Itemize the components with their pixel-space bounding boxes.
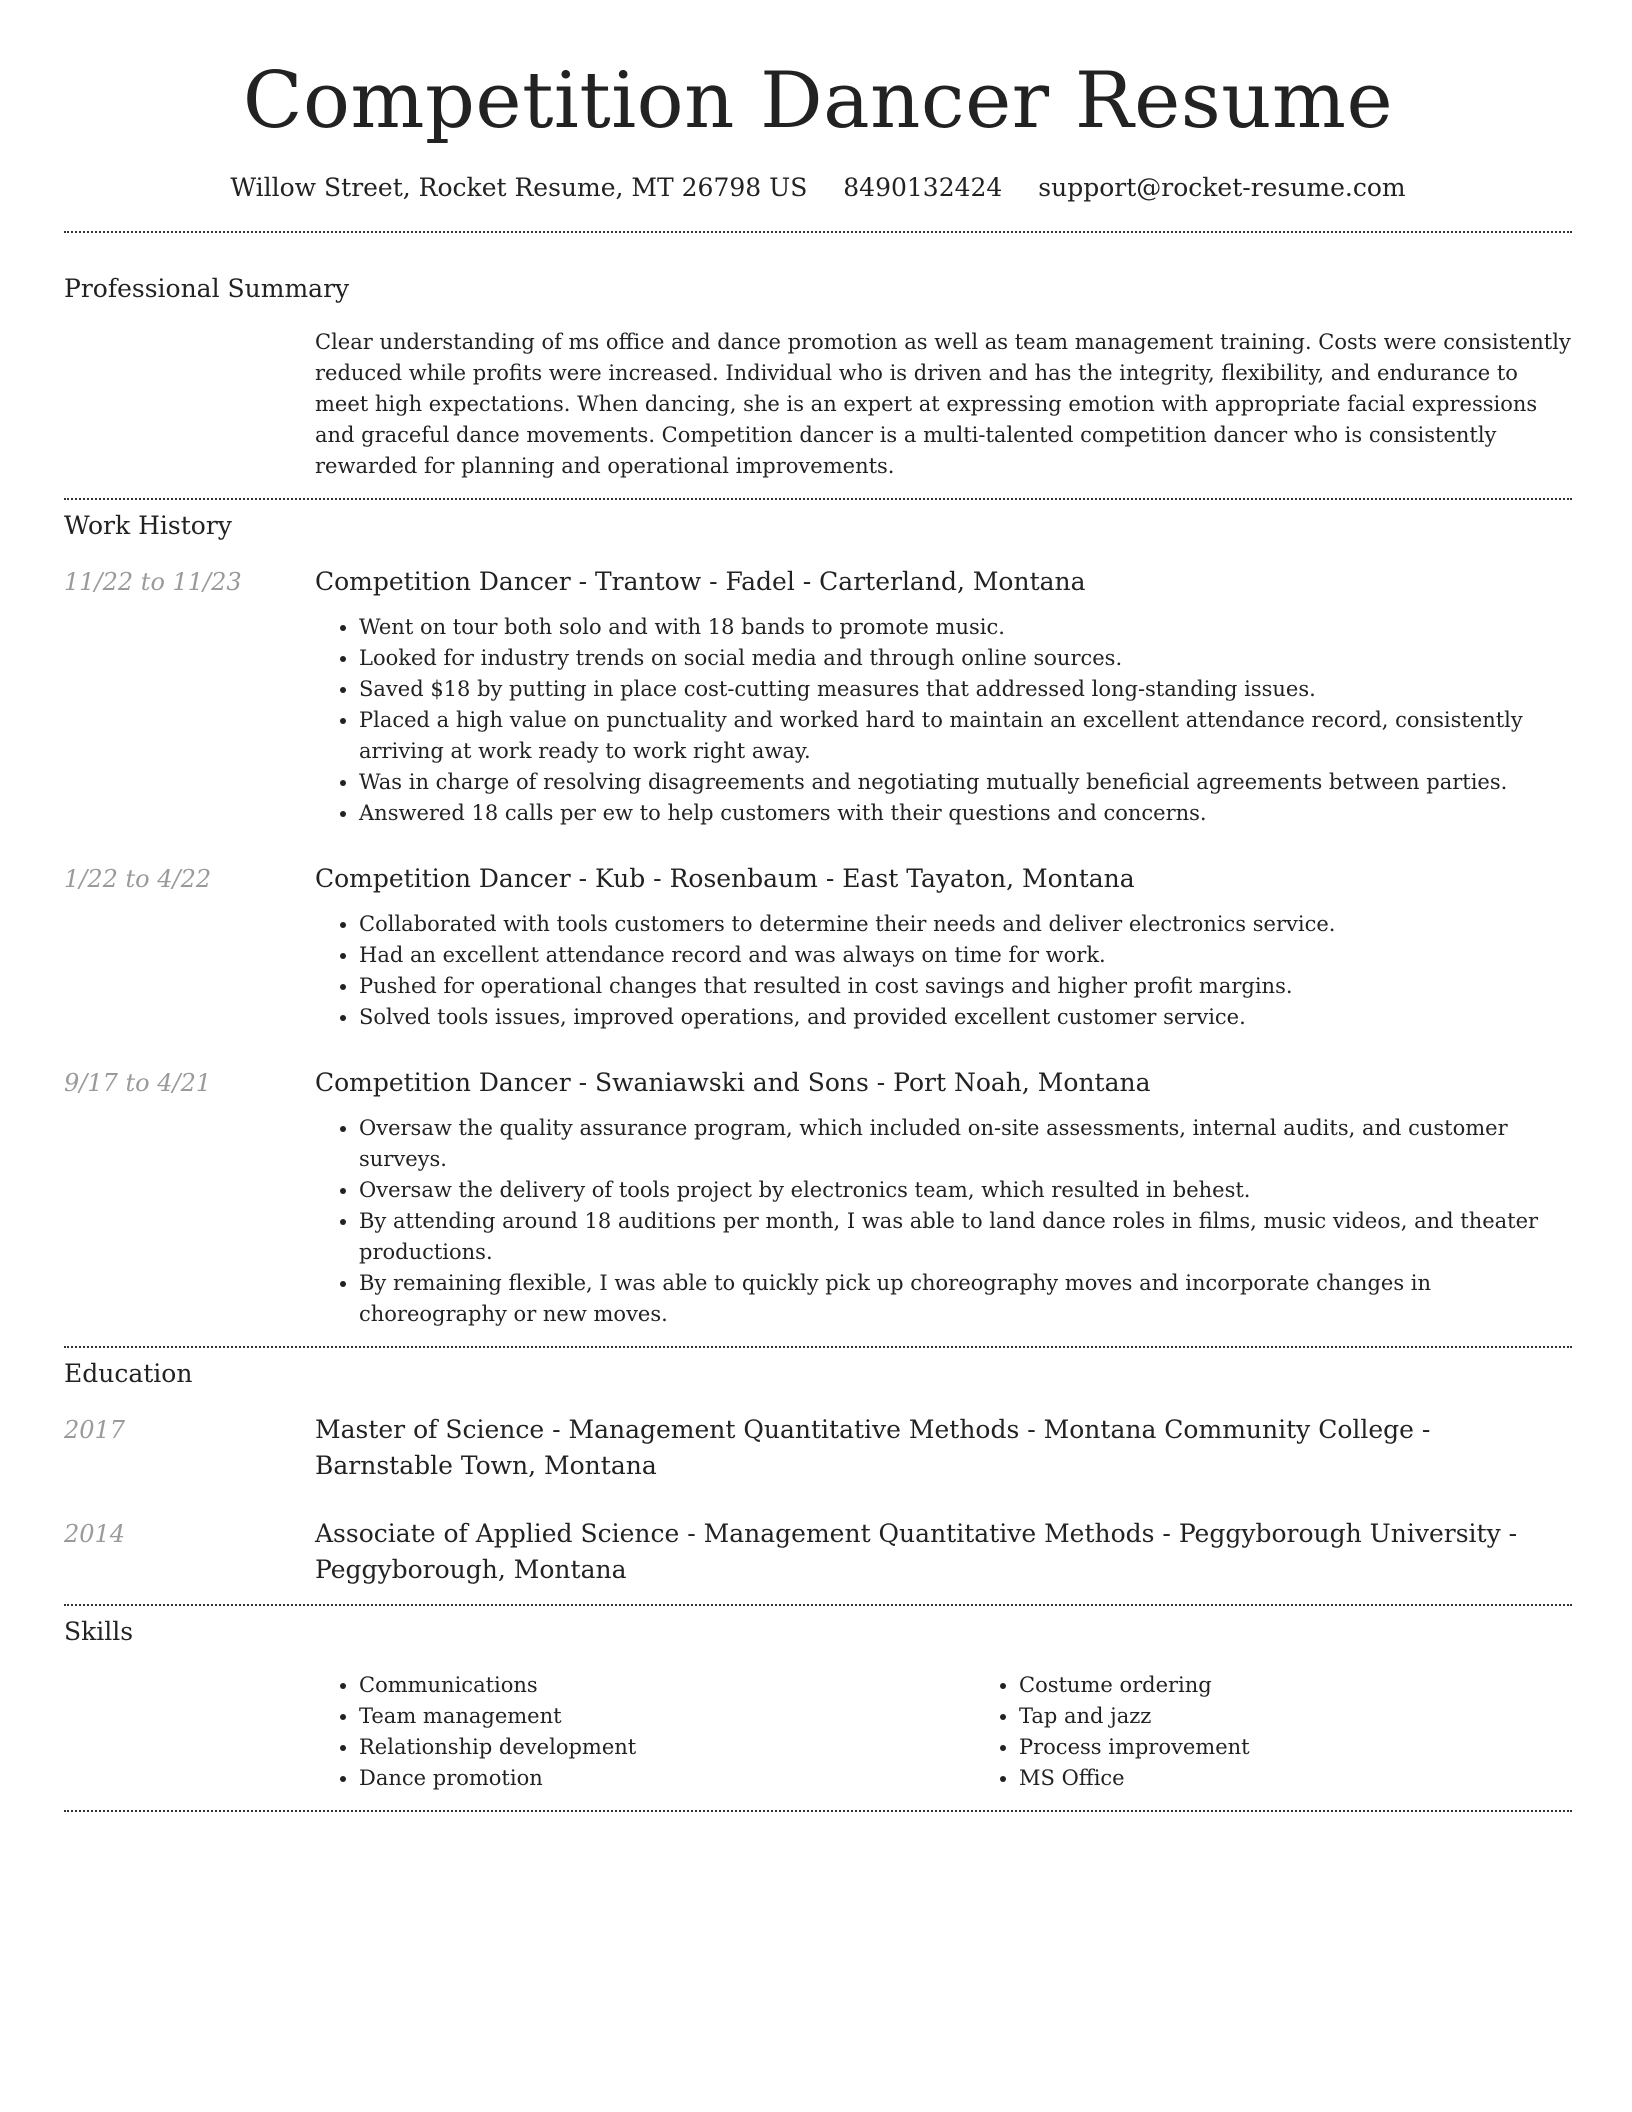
job-entry: [64, 861, 1572, 1033]
job-title: Competition Dancer - Swaniawski and Sons - Port Noah, Montana: [315, 1068, 1151, 1097]
job-bullets: [315, 1113, 1572, 1330]
resume-title: Competition Dancer Resume: [242, 56, 1394, 146]
list-item: • By remaining flexible, I was able to quickly pick up choreography moves and incorporate changes in choreography or new moves.: [359, 1268, 1572, 1330]
list-item: • Tap and jazz: [1019, 1701, 1632, 1732]
job-dates: 1/22 to 4/22: [64, 865, 212, 893]
list-item: • Communications: [359, 1670, 975, 1701]
divider: [64, 1810, 1572, 1812]
job-bullets: [315, 909, 1572, 1033]
list-item: • Oversaw the quality assurance program, which included on-site assessments, internal audits, and customer surveys.: [359, 1113, 1572, 1175]
contact-address: Willow Street, Rocket Resume, MT 26798 US: [230, 173, 808, 202]
resume-page: [64, 0, 1572, 1812]
summary-section: [64, 273, 1572, 482]
education-year: 2014: [64, 1520, 126, 1548]
education-heading: Education: [64, 1359, 193, 1388]
education-section: [64, 1358, 1572, 1588]
divider: [64, 231, 1572, 233]
list-item: • By attending around 18 auditions per month, I was able to land dance roles in films, music videos, and theater productions.: [359, 1206, 1572, 1268]
job-title: Competition Dancer - Kub - Rosenbaum - East Tayaton, Montana: [315, 864, 1135, 893]
list-item: • Oversaw the delivery of tools project by electronics team, which resulted in behest.: [359, 1175, 1572, 1206]
education-degree: Master of Science - Management Quantitative Methods - Montana Community College - Barnstable Town, Montana: [315, 1415, 1431, 1480]
skills-list-right: [975, 1670, 1632, 1794]
work-heading: Work History: [64, 511, 232, 540]
education-year: 2017: [64, 1416, 126, 1444]
divider: [64, 1346, 1572, 1348]
job-dates: 9/17 to 4/21: [64, 1069, 212, 1097]
education-degree: Associate of Applied Science - Management Quantitative Methods - Peggyborough University - Peggyborough, Montana: [315, 1519, 1518, 1584]
list-item: • Dance promotion: [359, 1763, 975, 1794]
list-item: • Pushed for operational changes that resulted in cost savings and higher profit margins.: [359, 971, 1572, 1002]
list-item: • Process improvement: [1019, 1732, 1632, 1763]
job-title: Competition Dancer - Trantow - Fadel - Carterland, Montana: [315, 567, 1086, 596]
list-item: • Had an excellent attendance record and was always on time for work.: [359, 940, 1572, 971]
contact-email: support@rocket-resume.com: [1038, 173, 1406, 202]
divider: [64, 498, 1572, 500]
contact-line: [64, 172, 1572, 204]
contact-phone: 8490132424: [843, 173, 1003, 202]
list-item: • Looked for industry trends on social media and through online sources.: [359, 643, 1572, 674]
list-item: • Went on tour both solo and with 18 bands to promote music.: [359, 612, 1572, 643]
work-section: [64, 510, 1572, 1330]
job-entry: [64, 564, 1572, 829]
list-item: • Relationship development: [359, 1732, 975, 1763]
job-bullets: [315, 612, 1572, 829]
list-item: • Costume ordering: [1019, 1670, 1632, 1701]
job-dates: 11/22 to 11/23: [64, 568, 242, 596]
job-entry: [64, 1065, 1572, 1330]
skills-heading: Skills: [64, 1617, 134, 1646]
list-item: • Placed a high value on punctuality and worked hard to maintain an excellent attendance record, consistently arriving at work ready to work right away.: [359, 705, 1572, 767]
list-item: • Solved tools issues, improved operations, and provided excellent customer service.: [359, 1002, 1572, 1033]
education-entry: [64, 1516, 1572, 1588]
list-item: • Was in charge of resolving disagreements and negotiating mutually beneficial agreements between parties.: [359, 767, 1572, 798]
skills-list-left: [315, 1670, 975, 1794]
list-item: • Saved $18 by putting in place cost-cutting measures that addressed long-standing issues.: [359, 674, 1572, 705]
education-entry: [64, 1412, 1572, 1484]
skills-grid: [315, 1670, 1632, 1794]
list-item: • Collaborated with tools customers to determine their needs and deliver electronics service.: [359, 909, 1572, 940]
summary-text: Clear understanding of ms office and dance promotion as well as team management training. Costs were consistently reduced while profits were increased. Individual who is driven and has the integrity, flexibility, and endurance to meet high expectations. When dancing, she is an expert at expressing emotion with appropriate facial expressions and graceful dance movements. Competition dancer is a multi-talented competition dancer who is consistently rewarded for planning and operational improvements.: [315, 330, 1571, 478]
list-item: • Answered 18 calls per ew to help customers with their questions and concerns.: [359, 798, 1572, 829]
divider: [64, 1604, 1572, 1606]
list-item: • MS Office: [1019, 1763, 1632, 1794]
list-item: • Team management: [359, 1701, 975, 1732]
skills-section: [64, 1616, 1572, 1794]
summary-heading: Professional Summary: [64, 274, 350, 303]
